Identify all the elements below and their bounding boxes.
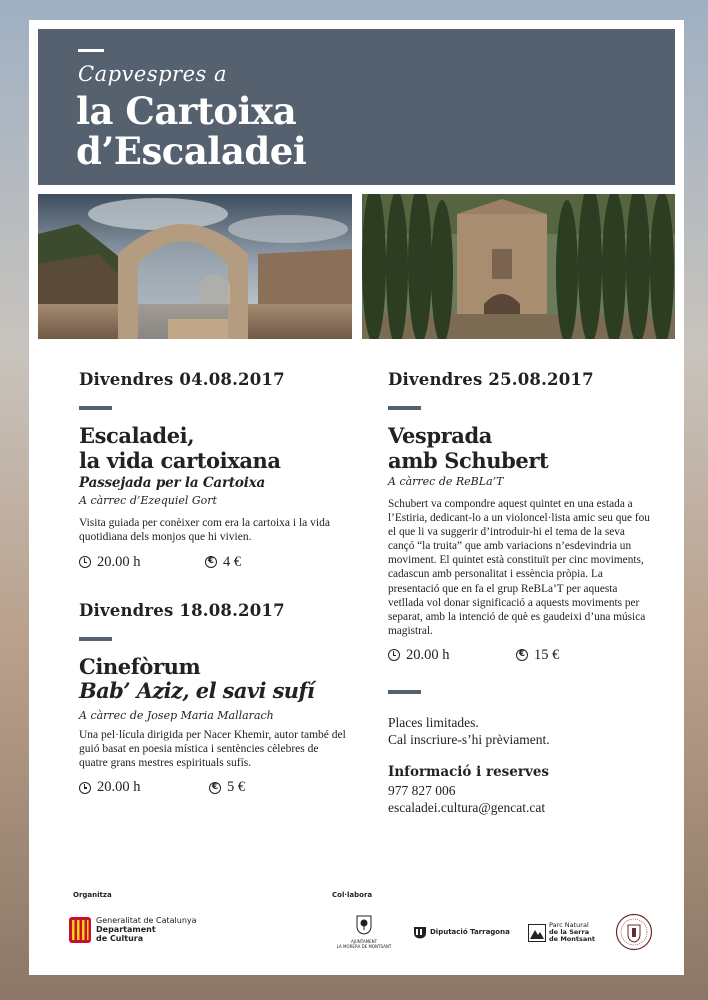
diputacio-shield-icon — [413, 925, 427, 939]
header-banner — [38, 29, 675, 185]
gencat-name: Generalitat de Catalunya — [96, 916, 197, 925]
gencat-culture: de Cultura — [96, 934, 144, 943]
event-title-line2: Bab’ Aziz, el savi sufí — [79, 677, 315, 703]
mountain-icon — [528, 924, 546, 942]
poster — [29, 20, 684, 975]
ajuntament-town: LA MORERA DE MONTSANT — [336, 944, 392, 949]
gencat-logo — [69, 916, 197, 943]
clock-icon — [79, 782, 91, 794]
event-price: 5 € — [227, 779, 246, 796]
info-registration: Cal inscriure-s’hi prèviament. — [388, 731, 550, 747]
event-byline: A càrrec de ReBLa’T — [388, 475, 504, 488]
seal-icon — [615, 913, 653, 951]
info-places: Places limitades. — [388, 714, 479, 730]
event-date: Divendres 18.08.2017 — [79, 600, 285, 620]
parc-line2: de la Serra — [549, 928, 590, 936]
event-subtitle: Passejada per la Cartoixa — [79, 475, 266, 491]
section-rule — [79, 406, 112, 410]
stone-arch-photo — [38, 194, 352, 339]
parc-label: Parc Natural — [549, 921, 589, 929]
right-column — [388, 370, 653, 816]
clock-icon — [79, 556, 91, 568]
section-rule — [388, 406, 421, 410]
info-heading: Informació i reserves — [388, 763, 550, 780]
event-title-line1: Escaladei, — [79, 423, 195, 448]
col-labora-label: Col·labora — [332, 891, 373, 899]
event-title — [79, 423, 349, 473]
left-column — [79, 370, 349, 796]
tree-shield-icon — [356, 915, 372, 935]
clock-icon — [388, 649, 400, 661]
cartuja-gate-photo — [362, 194, 675, 339]
info-phone[interactable]: 977 827 006 — [388, 782, 456, 798]
ajuntament-logo — [332, 915, 396, 949]
event-title-line2: la vida cartoixana — [79, 448, 281, 473]
event-price: 15 € — [534, 646, 560, 663]
seal-logo — [615, 913, 653, 955]
event-price: 4 € — [223, 553, 242, 570]
event-byline: A càrrec de Josep Maria Mallarach — [79, 708, 274, 722]
section-rule — [388, 690, 421, 694]
parc-line3: de Montsant — [549, 935, 595, 943]
ajuntament-label: AJUNTAMENT — [350, 939, 378, 944]
event-date: Divendres 25.08.2017 — [388, 370, 594, 389]
event-description: Una pel·lícula dirigida per Nacer Khemir, autor també del guió basat en poesia mística i sentències cèlebres de quatre grans mestres espirituals sufís. — [79, 728, 346, 770]
event-time: 20.00 h — [406, 646, 450, 663]
event-date: Divendres 04.08.2017 — [79, 370, 285, 389]
event-description: Visita guiada per conèixer com era la cartoixa i la vida quotidiana dels monjos que hi vivien. — [79, 517, 330, 544]
info-email[interactable]: escaladei.cultura@gencat.cat — [388, 799, 546, 815]
event-title-line1: Cinefòrum — [79, 653, 201, 679]
event-byline: A càrrec d’Ezequiel Gort — [79, 494, 217, 507]
header-rule — [78, 49, 104, 52]
event-time: 20.00 h — [97, 553, 141, 570]
gencat-department: Departament — [96, 925, 156, 934]
senyera-icon — [69, 917, 91, 943]
header-title-line1: la Cartoixa — [76, 89, 297, 133]
euro-icon: € — [516, 649, 528, 661]
event-title — [388, 423, 653, 473]
diputacio-logo — [413, 925, 510, 939]
event-meta — [79, 554, 349, 571]
event-meta — [79, 779, 349, 796]
header-subtitle: Capvespres a — [78, 62, 227, 86]
diputacio-name: Diputació Tarragona — [430, 928, 510, 936]
event-description: Schubert va compondre aquest quintet en una estada a l’Estiria, dedicant-lo a un violoncel·lista amic seu que fou el que li va suggerir d’introduir-hi el tema de la seva cançó “la truita” que amb variacions n’esdevindria un moviment. El quintet està constituït per cinc moviments, cadascun amb personalitat i essència pròpia. La presentació que en fa el grup ReBLa’T per aquesta vetllada vol donar significació a aquests moviments per separat, amb la intenció de què es gaudeixi d’una música magistral. — [388, 498, 650, 637]
euro-icon: € — [205, 556, 217, 568]
organitza-label: Organitza — [73, 891, 112, 899]
header-title-line2: d’Escaladei — [76, 129, 307, 173]
euro-icon: € — [209, 782, 221, 794]
event-meta — [388, 647, 653, 664]
event-title-line2: amb Schubert — [388, 448, 549, 473]
section-rule — [79, 637, 112, 641]
parc-natural-logo — [528, 922, 595, 943]
event-title-line1: Vesprada — [388, 423, 492, 448]
event-time: 20.00 h — [97, 779, 141, 796]
